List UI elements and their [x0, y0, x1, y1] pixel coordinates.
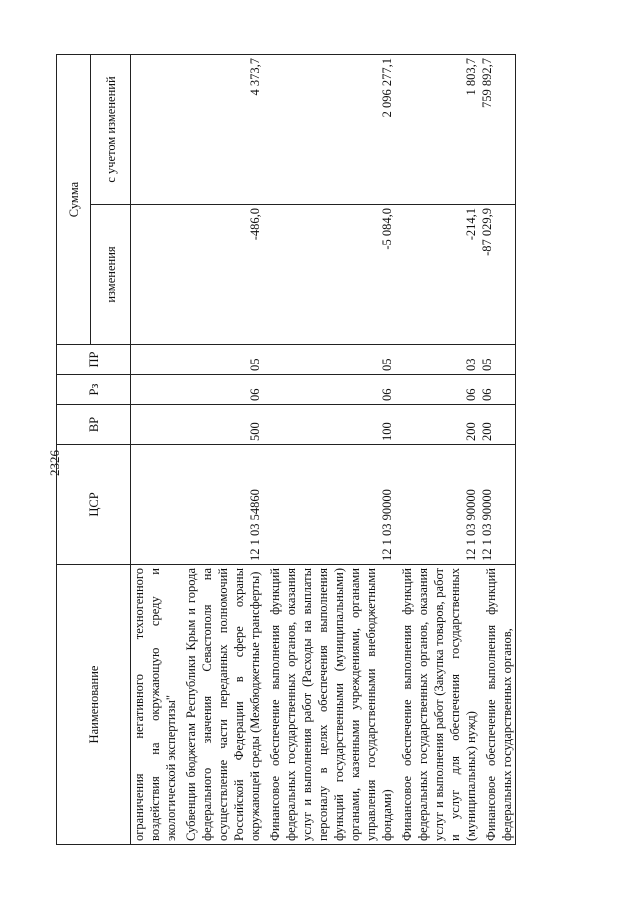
row-changes: -214,1 [395, 205, 479, 345]
row-rz [131, 375, 180, 405]
row-vr [131, 405, 180, 445]
row-rz: 06 [263, 375, 395, 405]
row-name: Финансовое обеспечение выполнения функций федеральных государственных органов, [479, 565, 516, 845]
row-rz: 06 [179, 375, 263, 405]
row-pr: 05 [263, 345, 395, 375]
table-header [57, 55, 131, 845]
header-changes: изменения [91, 205, 131, 345]
table-row [263, 55, 395, 845]
header-rz: Рз [57, 375, 131, 405]
row-csr [131, 445, 180, 565]
header-vr: ВР [57, 405, 131, 445]
row-vr: 100 [263, 405, 395, 445]
row-csr: 12 1 03 90000 [263, 445, 395, 565]
row-changes [131, 205, 180, 345]
page-number: 2326 [47, 450, 62, 476]
header-name: Наименование [57, 565, 131, 845]
row-rz: 06 [395, 375, 479, 405]
row-pr: 05 [479, 345, 516, 375]
row-pr: 05 [179, 345, 263, 375]
table-row [395, 55, 479, 845]
row-csr: 12 1 03 90000 [395, 445, 479, 565]
table-body [131, 55, 516, 845]
row-name: Финансовое обеспечение выполнения функций федеральных государственных органов, оказания услуг и выполнения работ (Закупка товаров, работ и услуг для обеспечения государственных (муниципальных) нужд) [395, 565, 479, 845]
row-changes: -486,0 [179, 205, 263, 345]
row-with-changes: 4 373,7 [179, 55, 263, 205]
row-pr: 03 [395, 345, 479, 375]
row-csr: 12 1 03 54860 [179, 445, 263, 565]
table-row [179, 55, 263, 845]
row-pr [131, 345, 180, 375]
row-changes: -5 084,0 [263, 205, 395, 345]
header-pr: ПР [57, 345, 131, 375]
row-name: Субвенции бюджетам Республики Крым и города федерального значения Севастополя на осуществление части переданных полномочий Российской Федерации в сфере охраны окружающей среды (Межбюджетные трансферты) [179, 565, 263, 845]
row-name: ограничения негативного техногенного воздействия на окружающую среду и экологической экспертизы" [131, 565, 180, 845]
header-with-changes: с учетом изменений [91, 55, 131, 205]
row-vr: 500 [179, 405, 263, 445]
row-with-changes [131, 55, 180, 205]
header-csr: ЦСР [57, 445, 131, 565]
row-changes: -87 029,9 [479, 205, 516, 345]
row-vr: 200 [395, 405, 479, 445]
header-sum: Сумма [57, 55, 91, 345]
row-with-changes: 1 803,7 [395, 55, 479, 205]
row-name: Финансовое обеспечение выполнения функций федеральных государственных органов, оказания услуг и выполнения работ (Расходы на выплаты персоналу в целях обеспечения выполнения функций государственными (муниципальными) органами, казенными учреждениями, органами управления государственными внебюджетными фондами) [263, 565, 395, 845]
row-csr: 12 1 03 90000 [479, 445, 516, 565]
rotated-page [56, 55, 596, 845]
budget-table [56, 54, 516, 845]
row-vr: 200 [479, 405, 516, 445]
table-row [131, 55, 180, 845]
row-with-changes: 2 096 277,1 [263, 55, 395, 205]
table-row [479, 55, 516, 845]
row-with-changes: 759 892,7 [479, 55, 516, 205]
row-rz: 06 [479, 375, 516, 405]
